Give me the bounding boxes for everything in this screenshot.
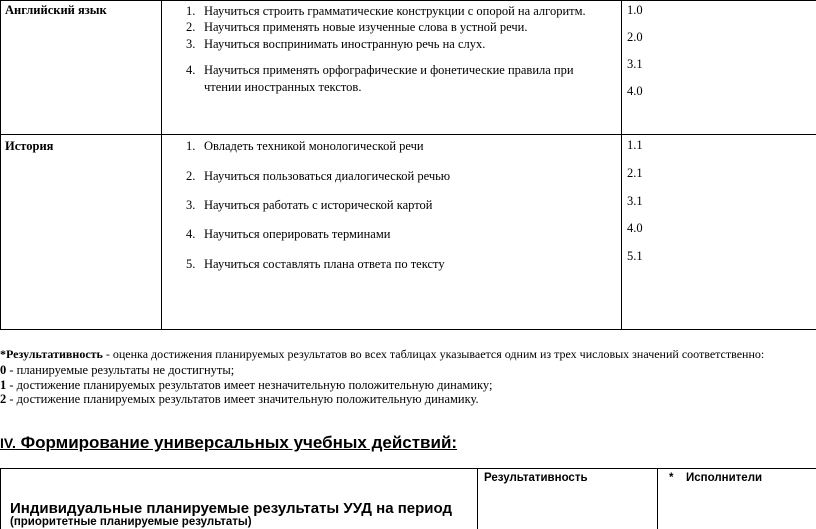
table-border-bottom (0, 329, 816, 330)
item-number: 3. (186, 37, 196, 51)
table2-col3-title: Исполнители (686, 472, 763, 484)
note-line (0, 347, 764, 362)
subject-history: История (5, 139, 54, 153)
section-title: Формирование универсальных учебных действий: (15, 433, 458, 452)
table2-col-divider-1 (477, 468, 478, 529)
note-term: 1 (0, 378, 7, 392)
result-value: 4.0 (627, 84, 643, 98)
note-text: - планируемые результаты не достигнуты; (6, 363, 235, 377)
note-line (0, 363, 234, 378)
table2-col-divider-2 (657, 468, 658, 529)
list-item (186, 226, 390, 242)
table-col-divider-1 (161, 0, 162, 330)
list-item (186, 138, 424, 154)
section-heading (0, 433, 457, 453)
table2-col1-subtitle: (приоритетные планируемые результаты) (10, 516, 252, 528)
result-value: 3.1 (627, 57, 643, 71)
section-numeral: IV. (0, 435, 16, 451)
list-item (186, 256, 445, 272)
result-value: 2.1 (627, 166, 643, 180)
table-border-top (0, 0, 816, 1)
list-item (186, 36, 485, 52)
list-item (186, 197, 432, 213)
list-item-continuation (186, 79, 361, 95)
result-value: 2.0 (627, 30, 643, 44)
table-col-divider-2 (621, 0, 622, 330)
item-number: 2. (186, 169, 196, 183)
list-item (186, 3, 586, 19)
note-line (0, 378, 492, 393)
table2-col2-title: Результативность (484, 472, 588, 484)
result-value: 1.0 (627, 3, 643, 17)
item-text: Научиться применять новые изученные слова в устной речи. (204, 20, 528, 34)
result-value: 5.1 (627, 249, 643, 263)
note-text: - оценка достижения планируемых результатов во всех таблицах указывается одним из трех числовых значений соответственно: (102, 347, 765, 361)
table-row-divider (0, 134, 816, 135)
item-text: Научиться работать с исторической картой (204, 198, 433, 212)
item-number: 1. (186, 139, 196, 153)
item-text: Научиться составлять плана ответа по тексту (204, 257, 445, 271)
item-text: Научиться оперировать терминами (204, 227, 391, 241)
table2-col3-star: * (669, 472, 674, 484)
item-number: 1. (186, 4, 196, 18)
item-text: Научиться строить грамматические конструкции с опорой на алгоритм. (204, 4, 586, 18)
table2-border-left (0, 468, 1, 529)
table2-border-top (0, 468, 816, 469)
list-item (186, 19, 527, 35)
result-value: 1.1 (627, 138, 643, 152)
item-text: чтении иностранных текстов. (204, 80, 362, 94)
item-number: 4. (186, 63, 196, 77)
item-text: Научиться воспринимать иностранную речь на слух. (204, 37, 486, 51)
subject-english: Английский язык (5, 3, 107, 17)
item-number: 4. (186, 227, 196, 241)
note-term: *Результативность (0, 347, 103, 361)
note-term: 2 (0, 392, 7, 406)
result-value: 4.0 (627, 221, 643, 235)
note-term: 0 (0, 363, 7, 377)
item-number: 2. (186, 20, 196, 34)
item-text: Научиться пользоваться диалогической речью (204, 169, 451, 183)
item-number: 5. (186, 257, 196, 271)
note-text: - достижение планируемых результатов имеет значительную положительную динамику. (6, 392, 479, 406)
list-item (186, 62, 574, 78)
item-number: 3. (186, 198, 196, 212)
item-text: Овладеть техникой монологической речи (204, 139, 424, 153)
item-text: Научиться применять орфографические и фонетические правила при (204, 63, 574, 77)
result-value: 3.1 (627, 194, 643, 208)
note-line (0, 392, 479, 407)
table-border-left (0, 0, 1, 330)
table2-col1-title: Индивидуальные планируемые результаты УУД на период (10, 500, 453, 517)
note-text: - достижение планируемых результатов имеет незначительную положительную динамику; (6, 378, 493, 392)
list-item (186, 168, 450, 184)
